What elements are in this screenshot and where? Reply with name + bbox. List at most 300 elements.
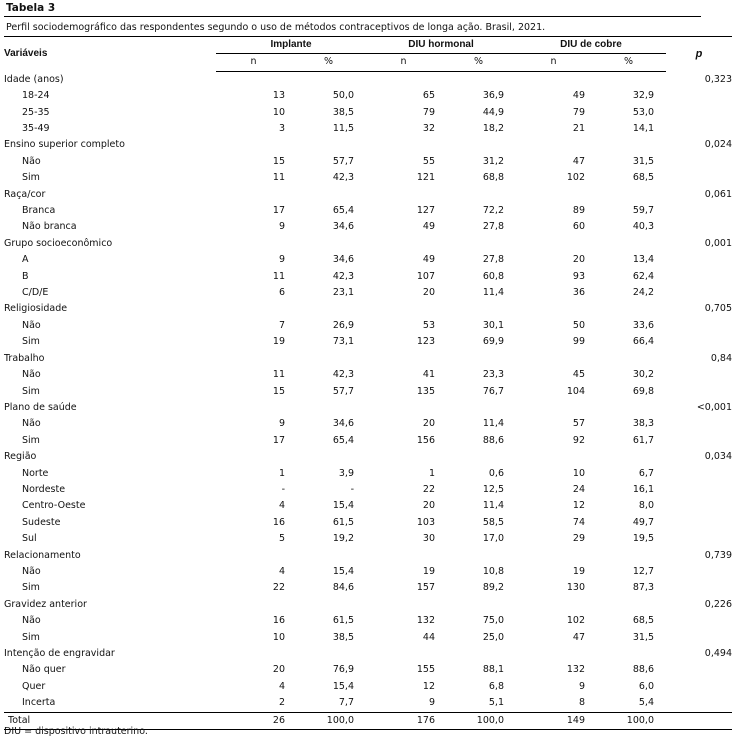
p-value: 0,061 bbox=[704, 188, 732, 200]
cell-n: 102 bbox=[566, 615, 585, 627]
cell-percent: 32,9 bbox=[632, 90, 654, 102]
cell-n: 89 bbox=[572, 205, 585, 217]
empty-cell bbox=[216, 597, 291, 613]
row-label: 18-24 bbox=[22, 90, 50, 102]
cell-percent: 75,0 bbox=[482, 615, 504, 627]
cell-n: 130 bbox=[566, 582, 585, 594]
cell-percent: 18,2 bbox=[482, 123, 504, 135]
cell-n: 22 bbox=[272, 582, 285, 594]
row-label: Não bbox=[22, 369, 41, 381]
category-row bbox=[4, 646, 732, 662]
empty-cell bbox=[216, 400, 291, 416]
empty-cell bbox=[666, 88, 732, 104]
cell-n: 79 bbox=[422, 106, 435, 118]
table-row bbox=[4, 170, 732, 186]
cell-n: 9 bbox=[278, 418, 285, 430]
empty-cell bbox=[666, 712, 732, 729]
cell-percent: 8,0 bbox=[638, 500, 654, 512]
cell-percent: 57,7 bbox=[332, 385, 354, 397]
empty-cell bbox=[666, 515, 732, 531]
empty-cell bbox=[291, 449, 366, 465]
empty-cell bbox=[366, 187, 441, 203]
cell-n: 1 bbox=[278, 467, 285, 479]
empty-cell bbox=[216, 449, 291, 465]
table-row bbox=[4, 466, 732, 482]
empty-cell bbox=[516, 400, 591, 416]
cell-percent: 66,4 bbox=[632, 336, 654, 348]
cell-n: 49 bbox=[572, 90, 585, 102]
empty-cell bbox=[366, 236, 441, 252]
cell-n: 21 bbox=[572, 123, 585, 135]
cell-n: 123 bbox=[416, 336, 435, 348]
empty-cell bbox=[366, 137, 441, 153]
empty-cell bbox=[366, 71, 441, 88]
empty-cell bbox=[291, 400, 366, 416]
table-row bbox=[4, 252, 732, 268]
cell-percent: 84,6 bbox=[332, 582, 354, 594]
cell-n: 104 bbox=[566, 385, 585, 397]
cell-percent: 6,8 bbox=[488, 680, 504, 692]
category-row bbox=[4, 449, 732, 465]
p-value: 0,705 bbox=[704, 303, 732, 315]
cell-percent: 16,1 bbox=[632, 483, 654, 495]
cell-percent: 42,3 bbox=[332, 369, 354, 381]
cell-n: 5 bbox=[278, 533, 285, 545]
header-pct: % bbox=[591, 54, 666, 71]
cell-percent: 3,9 bbox=[338, 467, 354, 479]
row-label: Sim bbox=[22, 385, 40, 397]
empty-cell bbox=[441, 449, 516, 465]
row-label: Sul bbox=[22, 533, 37, 545]
cell-n: 10 bbox=[572, 467, 585, 479]
table-row bbox=[4, 88, 732, 104]
cell-percent: 59,7 bbox=[632, 205, 654, 217]
cell-percent: - bbox=[350, 483, 354, 495]
row-label: Não bbox=[22, 319, 41, 331]
cell-percent: 13,4 bbox=[632, 254, 654, 266]
cell-percent: 23,1 bbox=[332, 287, 354, 299]
table-row bbox=[4, 679, 732, 695]
cell-percent: 42,3 bbox=[332, 172, 354, 184]
cell-percent: 11,4 bbox=[482, 287, 504, 299]
empty-cell bbox=[291, 301, 366, 317]
empty-cell bbox=[441, 548, 516, 564]
table-body bbox=[4, 71, 732, 729]
cell-n: 127 bbox=[416, 205, 435, 217]
cell-n: 20 bbox=[272, 664, 285, 676]
cell-n: 8 bbox=[578, 697, 585, 709]
table-row bbox=[4, 613, 732, 629]
table-row bbox=[4, 695, 732, 712]
table-row bbox=[4, 630, 732, 646]
row-label: Norte bbox=[22, 467, 49, 479]
empty-cell bbox=[216, 236, 291, 252]
empty-cell bbox=[591, 449, 666, 465]
cell-n: 157 bbox=[416, 582, 435, 594]
category-row bbox=[4, 71, 732, 88]
empty-cell bbox=[516, 548, 591, 564]
cell-n: 57 bbox=[572, 418, 585, 430]
p-value: 0,84 bbox=[710, 352, 732, 364]
cell-n: 79 bbox=[572, 106, 585, 118]
p-value: 0,739 bbox=[704, 549, 732, 561]
empty-cell bbox=[666, 695, 732, 712]
header-variables: Variáveis bbox=[4, 37, 216, 72]
cell-n: 65 bbox=[422, 90, 435, 102]
cell-percent: 38,5 bbox=[332, 631, 354, 643]
category-label: Religiosidade bbox=[4, 303, 68, 315]
empty-cell bbox=[291, 137, 366, 153]
table-row bbox=[4, 121, 732, 137]
empty-cell bbox=[216, 301, 291, 317]
cell-percent: 68,5 bbox=[632, 615, 654, 627]
empty-cell bbox=[666, 662, 732, 678]
cell-percent: 11,4 bbox=[482, 418, 504, 430]
cell-n: 20 bbox=[422, 287, 435, 299]
cell-n: 10 bbox=[272, 631, 285, 643]
cell-n: 92 bbox=[572, 434, 585, 446]
empty-cell bbox=[441, 646, 516, 662]
cell-n: 4 bbox=[278, 680, 285, 692]
cell-percent: 0,6 bbox=[488, 467, 504, 479]
category-label: Raça/cor bbox=[4, 188, 46, 200]
cell-n: 26 bbox=[216, 712, 291, 729]
cell-n: 6 bbox=[278, 287, 285, 299]
cell-percent: 65,4 bbox=[332, 434, 354, 446]
cell-percent: 36,9 bbox=[482, 90, 504, 102]
empty-cell bbox=[666, 679, 732, 695]
empty-cell bbox=[516, 597, 591, 613]
cell-n: 11 bbox=[272, 270, 285, 282]
cell-n: 47 bbox=[572, 631, 585, 643]
cell-n: 3 bbox=[278, 123, 285, 135]
data-table bbox=[4, 36, 732, 730]
row-label: C/D/E bbox=[22, 287, 49, 299]
cell-percent: 15,4 bbox=[332, 680, 354, 692]
cell-n: 11 bbox=[272, 369, 285, 381]
p-value: <0,001 bbox=[696, 401, 732, 413]
cell-n: 19 bbox=[572, 565, 585, 577]
empty-cell bbox=[591, 400, 666, 416]
empty-cell bbox=[441, 187, 516, 203]
empty-cell bbox=[666, 482, 732, 498]
cell-n: 11 bbox=[272, 172, 285, 184]
table-row bbox=[4, 219, 732, 235]
header-n: n bbox=[516, 54, 591, 71]
empty-cell bbox=[666, 433, 732, 449]
cell-n: 36 bbox=[572, 287, 585, 299]
cell-percent: 31,5 bbox=[632, 631, 654, 643]
category-row bbox=[4, 187, 732, 203]
cell-n: 107 bbox=[416, 270, 435, 282]
category-label: Relacionamento bbox=[4, 549, 81, 561]
row-label: B bbox=[22, 270, 29, 282]
cell-percent: 69,9 bbox=[482, 336, 504, 348]
cell-n: 99 bbox=[572, 336, 585, 348]
cell-n: 47 bbox=[572, 155, 585, 167]
empty-cell bbox=[666, 105, 732, 121]
empty-cell bbox=[591, 646, 666, 662]
category-row bbox=[4, 236, 732, 252]
table-row bbox=[4, 531, 732, 547]
empty-cell bbox=[516, 187, 591, 203]
cell-n: 102 bbox=[566, 172, 585, 184]
p-value: 0,024 bbox=[704, 139, 732, 151]
cell-n: 9 bbox=[578, 680, 585, 692]
row-label: Sim bbox=[22, 434, 40, 446]
cell-percent: 42,3 bbox=[332, 270, 354, 282]
row-label: Não bbox=[22, 155, 41, 167]
header-n: n bbox=[216, 54, 291, 71]
p-value: 0,323 bbox=[704, 73, 732, 85]
row-label: Sudeste bbox=[22, 516, 61, 528]
row-label: Nordeste bbox=[22, 483, 66, 495]
cell-n: 50 bbox=[572, 319, 585, 331]
row-label: Não bbox=[22, 565, 41, 577]
footnote: DIU = dispositivo intrauterino. bbox=[4, 726, 148, 737]
empty-cell bbox=[291, 597, 366, 613]
table-row bbox=[4, 416, 732, 432]
cell-n: 9 bbox=[428, 697, 435, 709]
row-label: A bbox=[22, 254, 29, 266]
empty-cell bbox=[591, 71, 666, 88]
cell-n: 20 bbox=[572, 254, 585, 266]
cell-percent: 65,4 bbox=[332, 205, 354, 217]
row-label: Não bbox=[22, 615, 41, 627]
cell-percent: 7,7 bbox=[338, 697, 354, 709]
cell-percent: 100,0 bbox=[441, 712, 516, 729]
cell-n: 135 bbox=[416, 385, 435, 397]
cell-n: 4 bbox=[278, 565, 285, 577]
category-label: Idade (anos) bbox=[4, 73, 64, 85]
header-pct: % bbox=[441, 54, 516, 71]
cell-n: 176 bbox=[366, 712, 441, 729]
cell-n: 41 bbox=[422, 369, 435, 381]
empty-cell bbox=[366, 351, 441, 367]
empty-cell bbox=[591, 597, 666, 613]
empty-cell bbox=[666, 367, 732, 383]
cell-n: - bbox=[281, 483, 285, 495]
category-row bbox=[4, 301, 732, 317]
category-label: Região bbox=[4, 451, 37, 463]
cell-n: 12 bbox=[422, 680, 435, 692]
category-label: Ensino superior completo bbox=[4, 139, 125, 151]
empty-cell bbox=[666, 252, 732, 268]
empty-cell bbox=[216, 351, 291, 367]
cell-n: 44 bbox=[422, 631, 435, 643]
table-row bbox=[4, 564, 732, 580]
cell-n: 4 bbox=[278, 500, 285, 512]
empty-cell bbox=[666, 466, 732, 482]
cell-percent: 14,1 bbox=[632, 123, 654, 135]
category-row bbox=[4, 548, 732, 564]
cell-percent: 38,5 bbox=[332, 106, 354, 118]
cell-percent: 76,7 bbox=[482, 385, 504, 397]
empty-cell bbox=[216, 187, 291, 203]
cell-n: 103 bbox=[416, 516, 435, 528]
empty-cell bbox=[366, 597, 441, 613]
table-row bbox=[4, 482, 732, 498]
empty-cell bbox=[516, 301, 591, 317]
p-value: 0,001 bbox=[704, 237, 732, 249]
table-row bbox=[4, 154, 732, 170]
row-label: 35-49 bbox=[22, 123, 50, 135]
table-label: Tabela 3 bbox=[4, 0, 701, 17]
cell-percent: 11,5 bbox=[332, 123, 354, 135]
cell-n: 15 bbox=[272, 155, 285, 167]
cell-percent: 61,5 bbox=[332, 615, 354, 627]
cell-percent: 10,8 bbox=[482, 565, 504, 577]
empty-cell bbox=[366, 646, 441, 662]
cell-n: 53 bbox=[422, 319, 435, 331]
table-caption: Perfil sociodemográfico das respondentes segundo o uso de métodos contraceptivos de longa ação. Brasil, 2021. bbox=[6, 22, 546, 33]
cell-percent: 5,1 bbox=[488, 697, 504, 709]
empty-cell bbox=[366, 400, 441, 416]
empty-cell bbox=[666, 564, 732, 580]
empty-cell bbox=[441, 351, 516, 367]
row-label: Não bbox=[22, 418, 41, 430]
cell-percent: 5,4 bbox=[638, 697, 654, 709]
cell-percent: 27,8 bbox=[482, 254, 504, 266]
empty-cell bbox=[441, 301, 516, 317]
category-row bbox=[4, 351, 732, 367]
cell-percent: 34,6 bbox=[332, 254, 354, 266]
cell-percent: 34,6 bbox=[332, 418, 354, 430]
p-value: 0,034 bbox=[704, 451, 732, 463]
row-label: Sim bbox=[22, 172, 40, 184]
empty-cell bbox=[666, 630, 732, 646]
cell-percent: 17,0 bbox=[482, 533, 504, 545]
empty-cell bbox=[666, 580, 732, 596]
cell-n: 9 bbox=[278, 221, 285, 233]
cell-percent: 34,6 bbox=[332, 221, 354, 233]
empty-cell bbox=[291, 548, 366, 564]
cell-percent: 61,5 bbox=[332, 516, 354, 528]
empty-cell bbox=[666, 219, 732, 235]
empty-cell bbox=[591, 351, 666, 367]
cell-percent: 26,9 bbox=[332, 319, 354, 331]
empty-cell bbox=[666, 121, 732, 137]
cell-percent: 19,2 bbox=[332, 533, 354, 545]
cell-percent: 40,3 bbox=[632, 221, 654, 233]
cell-n: 16 bbox=[272, 615, 285, 627]
table-row bbox=[4, 105, 732, 121]
cell-n: 93 bbox=[572, 270, 585, 282]
table-row bbox=[4, 334, 732, 350]
category-label: Trabalho bbox=[4, 352, 45, 364]
cell-percent: 60,8 bbox=[482, 270, 504, 282]
cell-percent: 38,3 bbox=[632, 418, 654, 430]
empty-cell bbox=[441, 400, 516, 416]
cell-n: 132 bbox=[566, 664, 585, 676]
cell-n: 16 bbox=[272, 516, 285, 528]
cell-n: 19 bbox=[422, 565, 435, 577]
cell-percent: 49,7 bbox=[632, 516, 654, 528]
cell-percent: 15,4 bbox=[332, 500, 354, 512]
table-row bbox=[4, 498, 732, 514]
table-row bbox=[4, 269, 732, 285]
cell-n: 132 bbox=[416, 615, 435, 627]
category-label: Grupo socioeconômico bbox=[4, 237, 113, 249]
empty-cell bbox=[216, 646, 291, 662]
empty-cell bbox=[591, 301, 666, 317]
p-value: 0,494 bbox=[704, 648, 732, 660]
cell-percent: 19,5 bbox=[632, 533, 654, 545]
category-row bbox=[4, 400, 732, 416]
cell-percent: 12,5 bbox=[482, 483, 504, 495]
header-diu-hormonal: DIU hormonal bbox=[366, 37, 516, 54]
header-n: n bbox=[366, 54, 441, 71]
empty-cell bbox=[516, 236, 591, 252]
cell-n: 45 bbox=[572, 369, 585, 381]
empty-cell bbox=[441, 597, 516, 613]
empty-cell bbox=[216, 137, 291, 153]
cell-percent: 100,0 bbox=[291, 712, 366, 729]
cell-n: 49 bbox=[422, 221, 435, 233]
cell-percent: 30,1 bbox=[482, 319, 504, 331]
cell-percent: 24,2 bbox=[632, 287, 654, 299]
row-label: 25-35 bbox=[22, 106, 50, 118]
empty-cell bbox=[516, 71, 591, 88]
cell-n: 49 bbox=[422, 254, 435, 266]
cell-percent: 33,6 bbox=[632, 319, 654, 331]
cell-percent: 72,2 bbox=[482, 205, 504, 217]
table-row bbox=[4, 318, 732, 334]
empty-cell bbox=[366, 449, 441, 465]
row-label: Quer bbox=[22, 680, 46, 692]
empty-cell bbox=[441, 71, 516, 88]
category-label: Intenção de engravidar bbox=[4, 648, 115, 660]
category-row bbox=[4, 137, 732, 153]
row-label: Sim bbox=[22, 631, 40, 643]
cell-percent: 31,2 bbox=[482, 155, 504, 167]
cell-percent: 15,4 bbox=[332, 565, 354, 577]
empty-cell bbox=[441, 236, 516, 252]
cell-percent: 23,3 bbox=[482, 369, 504, 381]
cell-n: 17 bbox=[272, 205, 285, 217]
cell-n: 13 bbox=[272, 90, 285, 102]
cell-n: 19 bbox=[272, 336, 285, 348]
cell-n: 9 bbox=[278, 254, 285, 266]
cell-percent: 88,6 bbox=[482, 434, 504, 446]
empty-cell bbox=[666, 531, 732, 547]
header-diu-cobre: DIU de cobre bbox=[516, 37, 666, 54]
cell-n: 20 bbox=[422, 500, 435, 512]
cell-n: 15 bbox=[272, 385, 285, 397]
p-value: 0,226 bbox=[704, 598, 732, 610]
cell-percent: 11,4 bbox=[482, 500, 504, 512]
cell-n: 29 bbox=[572, 533, 585, 545]
empty-cell bbox=[591, 187, 666, 203]
table-row bbox=[4, 662, 732, 678]
cell-n: 12 bbox=[572, 500, 585, 512]
cell-n: 149 bbox=[516, 712, 591, 729]
cell-n: 30 bbox=[422, 533, 435, 545]
empty-cell bbox=[591, 236, 666, 252]
cell-percent: 69,8 bbox=[632, 385, 654, 397]
cell-n: 1 bbox=[428, 467, 435, 479]
empty-cell bbox=[666, 203, 732, 219]
header-implante: Implante bbox=[216, 37, 366, 54]
cell-n: 32 bbox=[422, 123, 435, 135]
table-row bbox=[4, 285, 732, 301]
empty-cell bbox=[291, 187, 366, 203]
table-row bbox=[4, 580, 732, 596]
cell-n: 22 bbox=[422, 483, 435, 495]
cell-percent: 88,6 bbox=[632, 664, 654, 676]
table-row bbox=[4, 384, 732, 400]
table-row bbox=[4, 367, 732, 383]
